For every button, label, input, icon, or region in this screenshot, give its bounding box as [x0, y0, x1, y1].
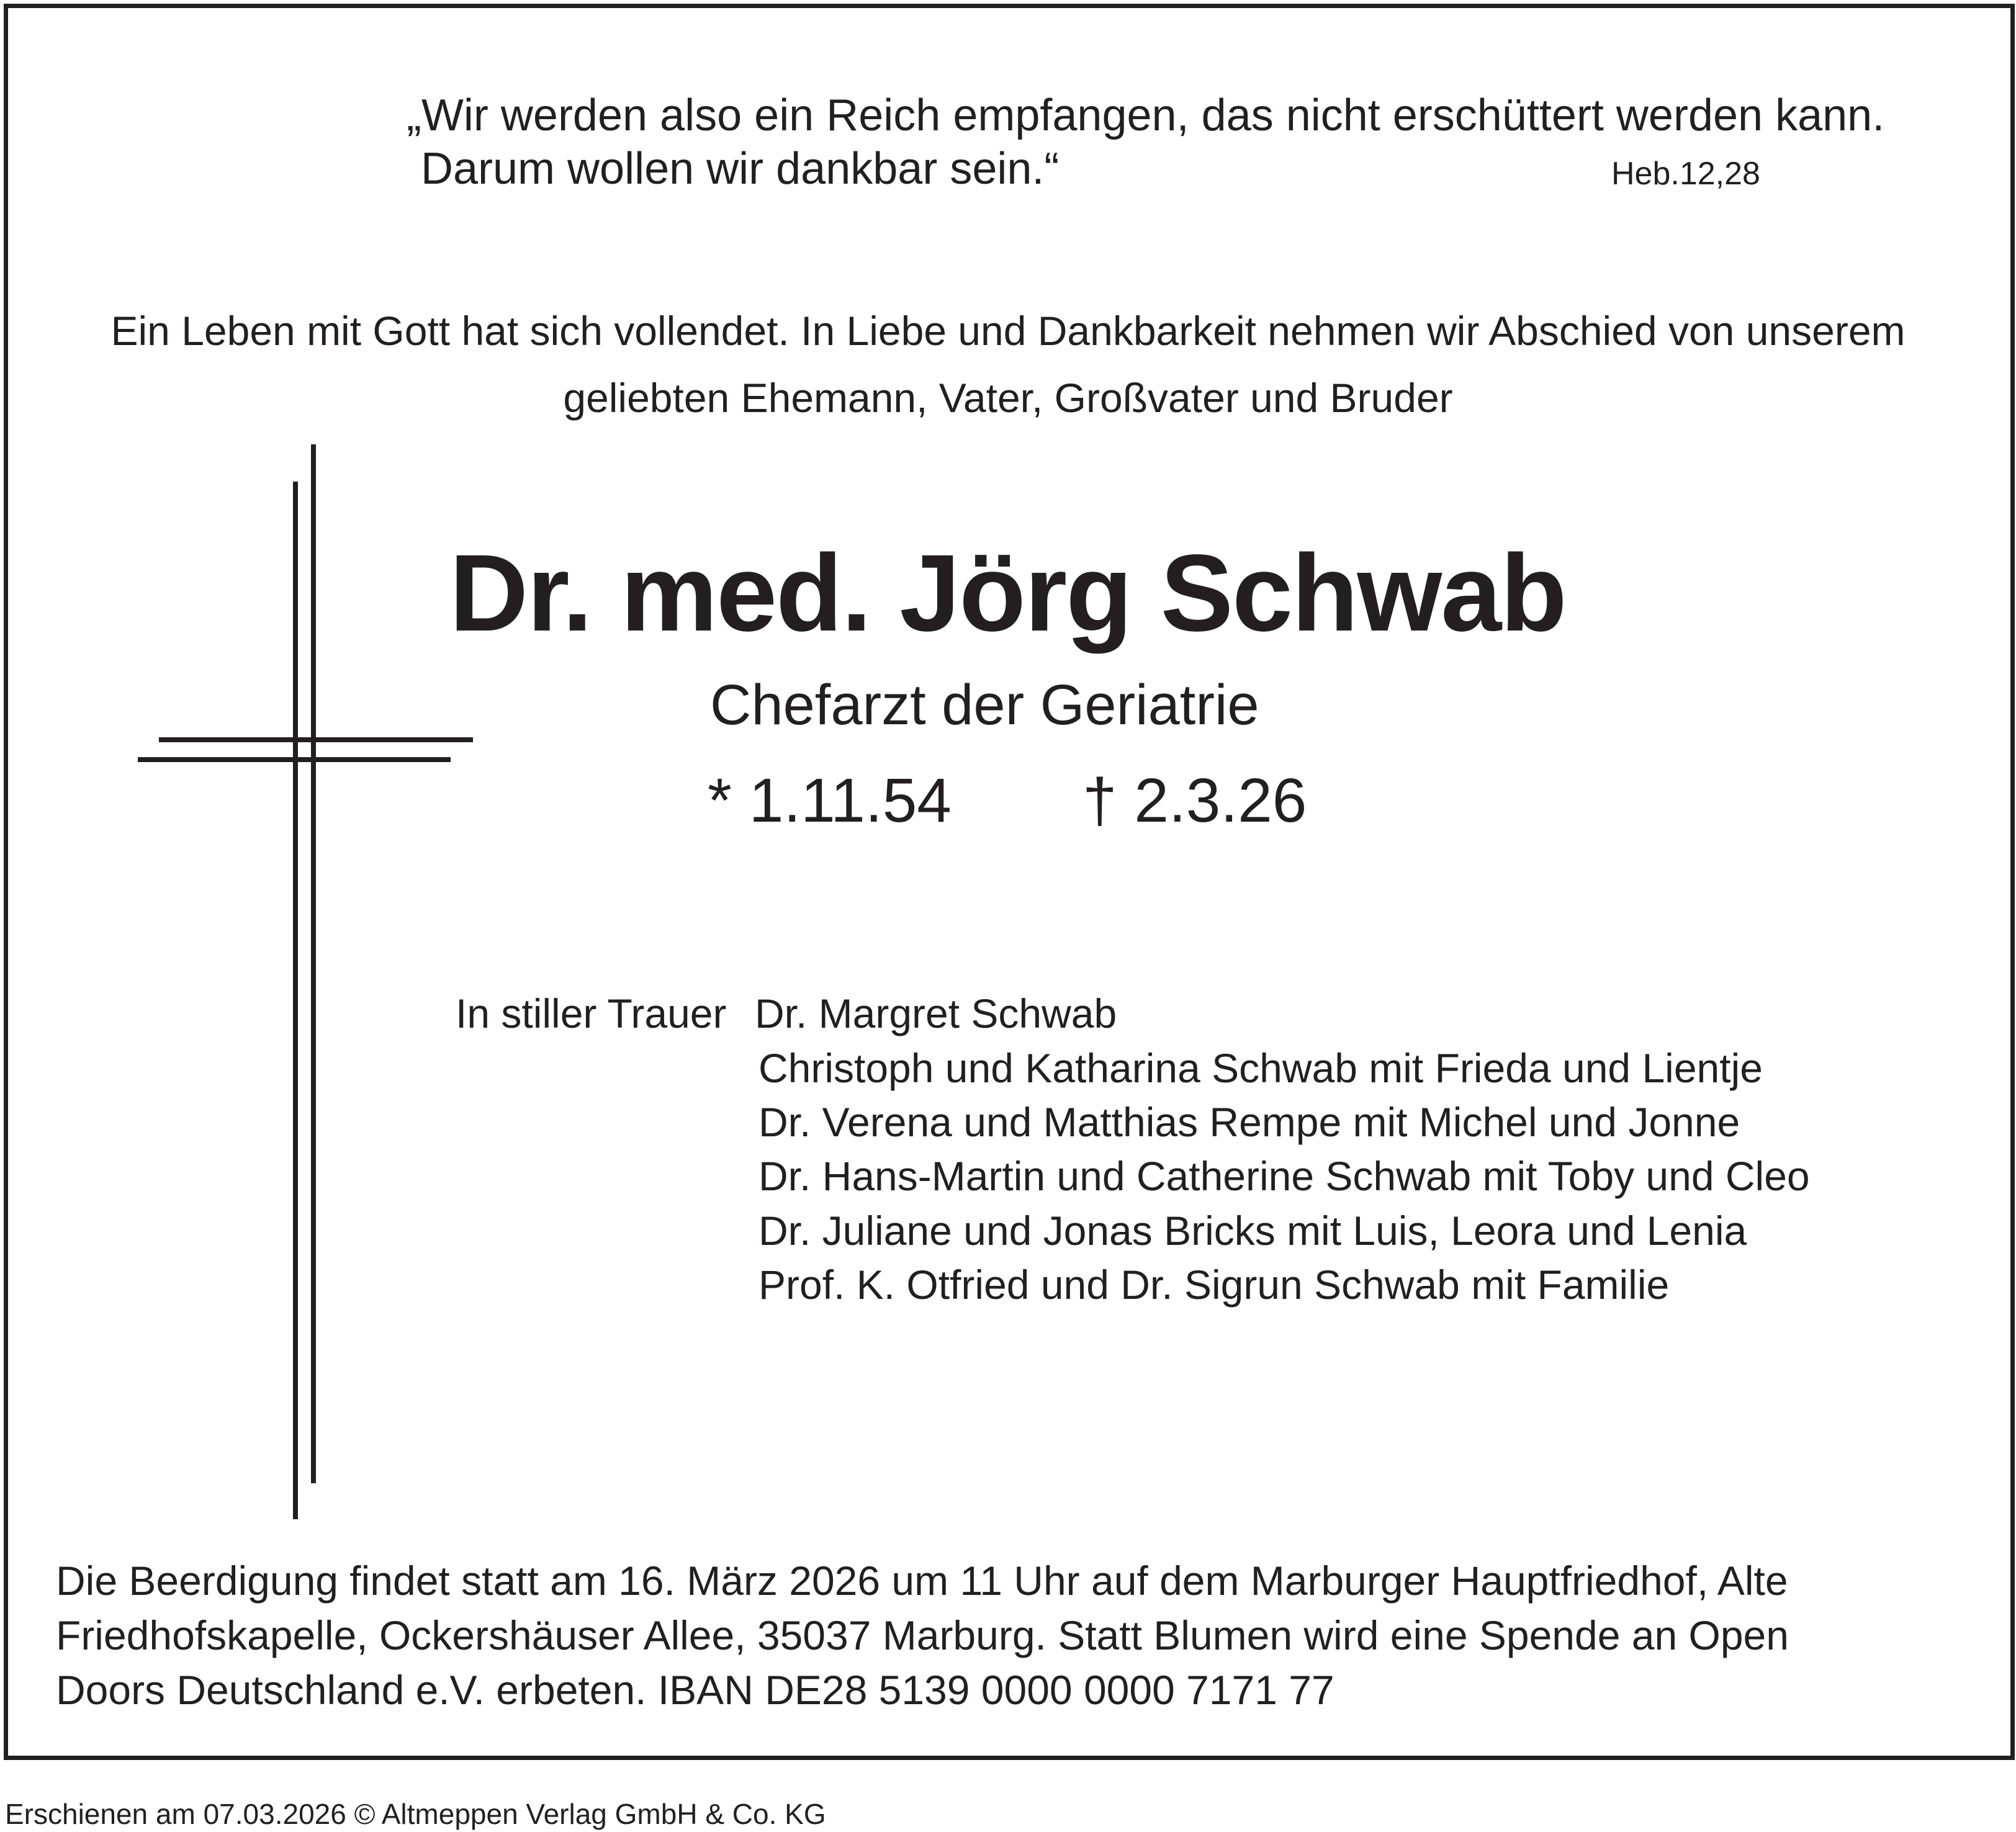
mourner-name: Prof. K. Otfried und Dr. Sigrun Schwab mit Familie	[758, 1262, 1670, 1308]
publication-note: Erschienen am 07.03.2026 © Altmeppen Verlag GmbH & Co. KG	[5, 1798, 826, 1830]
mourner-name: Christoph und Katharina Schwab mit Frieda und Lientje	[758, 1045, 1763, 1091]
deceased-role: Chefarzt der Geriatrie	[710, 673, 1259, 737]
funeral-info-line-2: Friedhofskapelle, Ockershäuser Allee, 35037 Marburg. Statt Blumen wird eine Spende an Open	[56, 1612, 1789, 1658]
mourners-label: In stiller Trauer	[456, 990, 727, 1036]
birth-date: * 1.11.54	[708, 766, 952, 835]
quote-line-1: „Wir werden also ein Reich empfangen, das nicht erschüttert werden kann.	[407, 91, 1885, 140]
mourner-name: Dr. Hans-Martin und Catherine Schwab mit Toby und Cleo	[758, 1153, 1810, 1199]
funeral-info-line-1: Die Beerdigung findet statt am 16. März 2026 um 11 Uhr auf dem Marburger Hauptfriedhof, Alte	[56, 1558, 1788, 1604]
mourner-name: Dr. Margret Schwab	[755, 990, 1117, 1036]
mourner-name: Dr. Juliane und Jonas Bricks mit Luis, Leora und Lenia	[758, 1208, 1747, 1254]
funeral-info-line-3: Doors Deutschland e.V. erbeten. IBAN DE28 5139 0000 0000 7171 77	[56, 1667, 1334, 1713]
intro-line-1: Ein Leben mit Gott hat sich vollendet. In Liebe und Dankbarkeit nehmen wir Abschied von unserem	[110, 308, 1906, 354]
quote-reference: Heb.12,28	[1611, 156, 1760, 192]
deceased-name: Dr. med. Jörg Schwab	[449, 532, 1566, 654]
quote-line-2: Darum wollen wir dankbar sein.“	[421, 144, 1060, 194]
death-date: † 2.3.26	[1082, 766, 1307, 835]
obituary-frame	[4, 4, 2015, 1760]
intro-line-2: geliebten Ehemann, Vater, Großvater und Bruder	[563, 375, 1453, 421]
mourner-name: Dr. Verena und Matthias Rempe mit Michel und Jonne	[758, 1099, 1740, 1145]
